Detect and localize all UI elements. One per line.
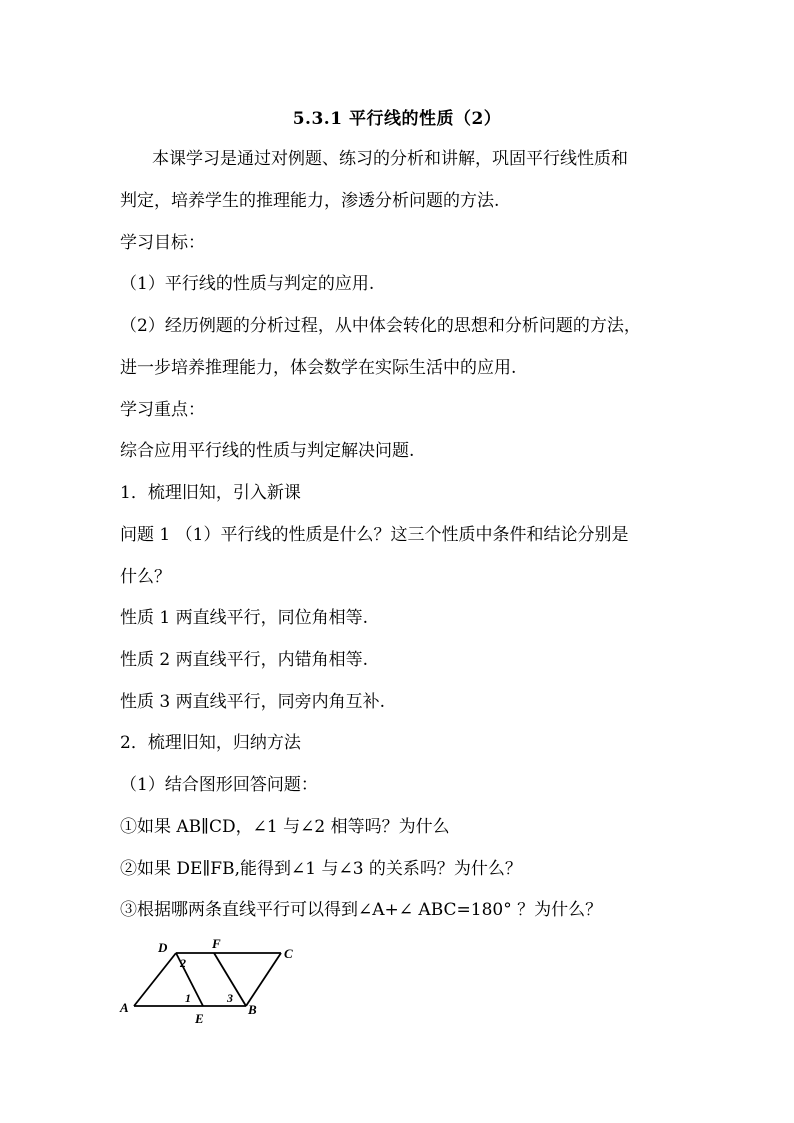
label-e: E [195, 1011, 204, 1026]
key-points-text: 综合应用平行线的性质与判定解决问题. [120, 441, 415, 461]
line-bc [246, 953, 281, 1006]
label-angle-1: 1 [185, 991, 191, 1005]
label-angle-2: 2 [180, 956, 186, 970]
objective-1: （1）平行线的性质与判定的应用. [120, 274, 375, 294]
question-1-line-2: 什么？ [120, 567, 171, 587]
property-2: 性质 2 两直线平行，内错角相等. [120, 650, 369, 670]
parallelogram-figure [118, 936, 308, 1026]
section-2-heading: 2．梳理旧知，归纳方法 [120, 733, 301, 753]
label-c: C [284, 946, 293, 961]
objective-2-line-1: （2）经历例题的分析过程，从中体会转化的思想和分析问题的方法， [120, 316, 641, 336]
question-c: ③根据哪两条直线平行可以得到∠A+∠ ABC=180° ？为什么？ [120, 900, 603, 920]
question-1-line-1: 问题 1 （1）平行线的性质是什么？这三个性质中条件和结论分别是 [120, 525, 629, 545]
label-f: F [212, 936, 221, 951]
label-a: A [120, 1000, 129, 1015]
label-b: B [248, 1002, 257, 1017]
objective-2-line-2: 进一步培养推理能力，体会数学在实际生活中的应用. [120, 358, 517, 378]
line-ad [134, 953, 176, 1006]
property-3: 性质 3 两直线平行，同旁内角互补. [120, 692, 386, 712]
figure-lines [134, 953, 281, 1006]
property-1: 性质 1 两直线平行，同位角相等. [120, 608, 369, 628]
question-b: ②如果 DE∥FB,能得到∠1 与∠3 的关系吗？为什么？ [120, 859, 522, 879]
intro-line-1: 本课学习是通过对例题、练习的分析和讲解，巩固平行线性质和 [152, 149, 628, 169]
key-points-heading: 学习重点： [120, 400, 205, 420]
sub-question-1: （1）结合图形回答问题： [120, 775, 318, 795]
figure-labels [119, 936, 293, 1026]
page-title: 5.3.1 平行线的性质（2） [292, 109, 502, 129]
label-d: D [158, 940, 168, 955]
question-a: ①如果 AB∥CD，∠1 与∠2 相等吗？为什么 [120, 817, 450, 837]
objectives-heading: 学习目标： [120, 233, 205, 253]
label-angle-3: 3 [227, 991, 233, 1005]
section-1-heading: 1．梳理旧知，引入新课 [120, 483, 301, 503]
intro-line-2: 判定，培养学生的推理能力，渗透分析问题的方法. [120, 191, 500, 211]
